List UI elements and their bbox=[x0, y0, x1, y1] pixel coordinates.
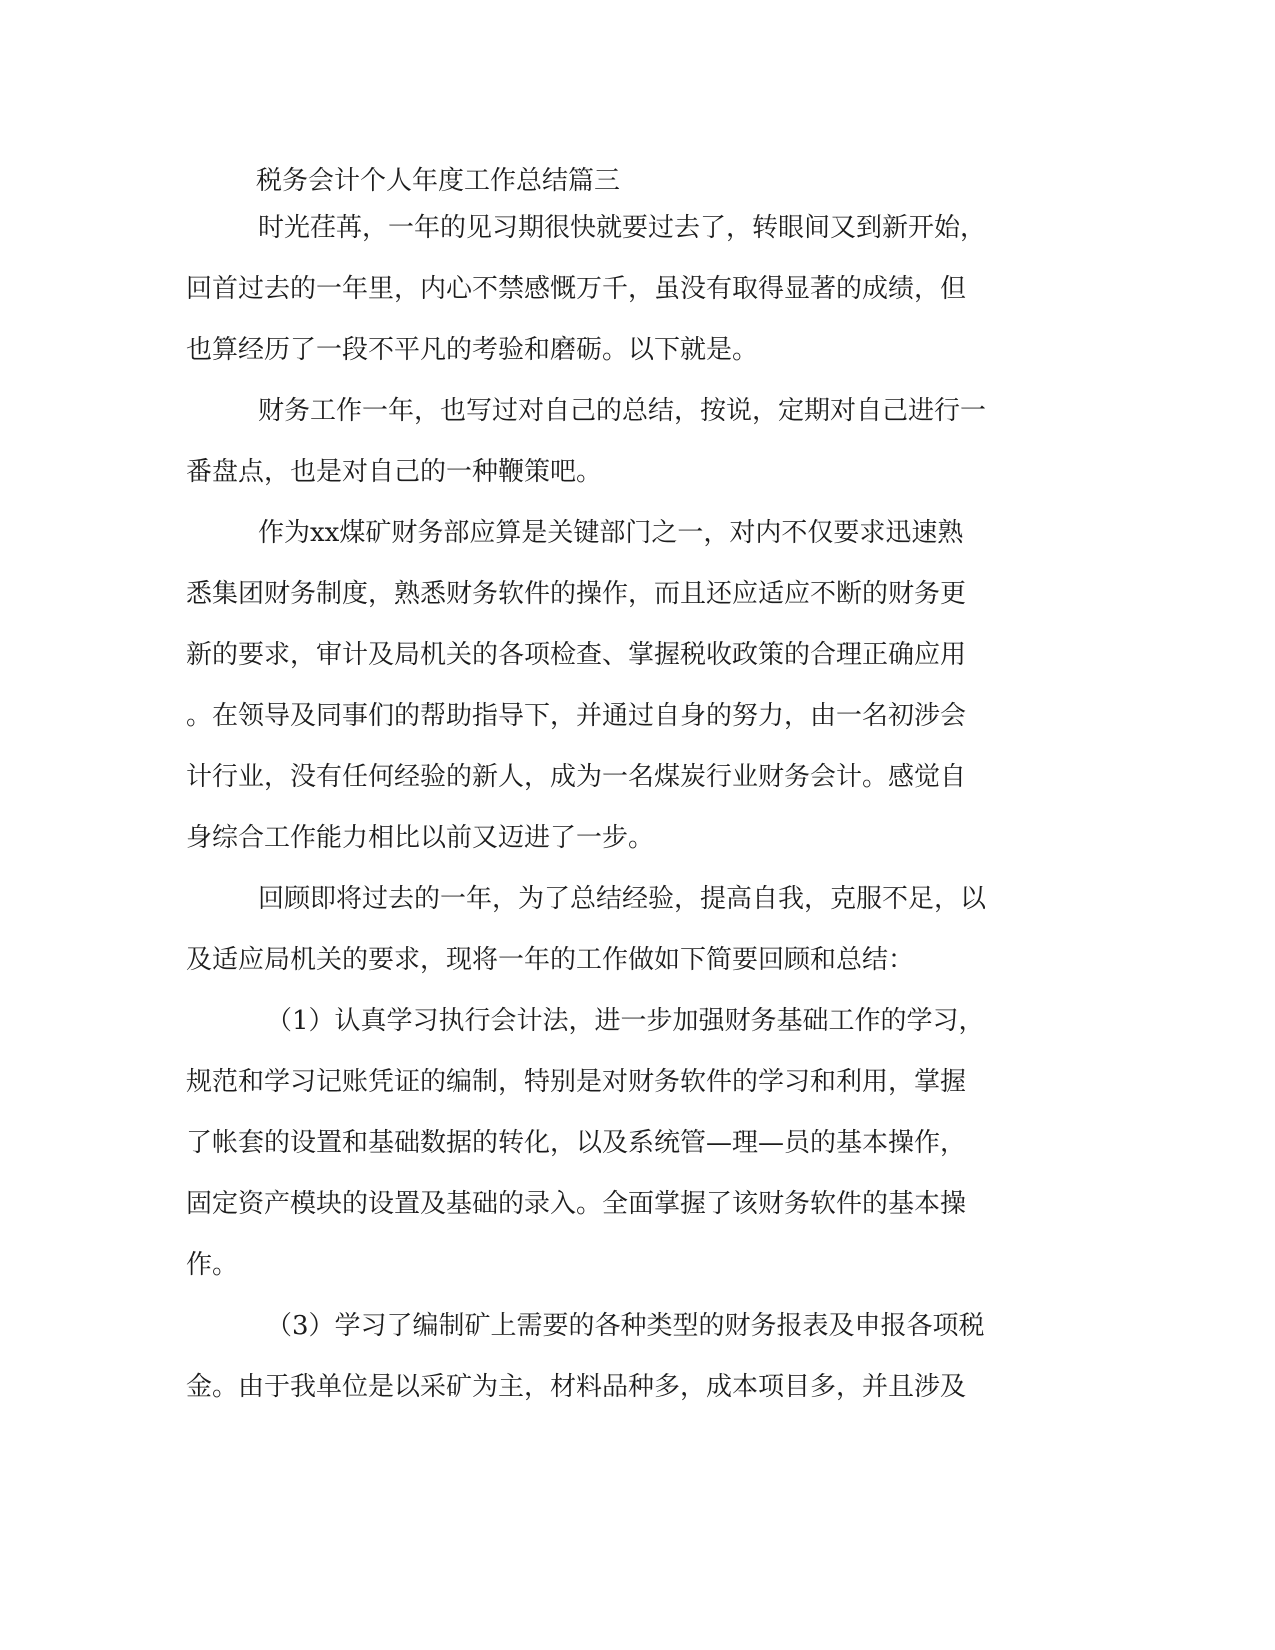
paragraph-line: 作。 bbox=[186, 1250, 239, 1280]
paragraph-line: （1）认真学习执行会计法，进一步加强财务基础工作的学习， bbox=[266, 1006, 985, 1036]
paragraph-6 bbox=[186, 1296, 1056, 1418]
paragraph-line: 回顾即将过去的一年，为了总结经验，提高自我，克服不足，以 bbox=[258, 884, 987, 914]
paragraph-2 bbox=[186, 381, 1056, 503]
document-body bbox=[186, 198, 1056, 1418]
paragraph-line: 金。由于我单位是以采矿为主，材料品种多，成本项目多，并且涉及 bbox=[186, 1372, 967, 1402]
paragraph-line: 身综合工作能力相比以前又迈进了一步。 bbox=[186, 823, 655, 853]
paragraph-line: 财务工作一年，也写过对自己的总结，按说，定期对自己进行一 bbox=[258, 396, 987, 426]
paragraph-line: 及适应局机关的要求，现将一年的工作做如下简要回顾和总结： bbox=[186, 945, 915, 975]
paragraph-4 bbox=[186, 869, 1056, 991]
paragraph-line: 作为xx煤矿财务部应算是关键部门之一，对内不仅要求迅速熟 bbox=[258, 518, 964, 548]
paragraph-line: 时光荏苒，一年的见习期很快就要过去了，转眼间又到新开始， bbox=[258, 213, 987, 243]
paragraph-5 bbox=[186, 991, 1056, 1296]
paragraph-line: 计行业，没有任何经验的新人，成为一名煤炭行业财务会计。感觉自 bbox=[186, 762, 967, 792]
paragraph-line: 回首过去的一年里，内心不禁感慨万千，虽没有取得显著的成绩，但 bbox=[186, 274, 967, 304]
paragraph-3 bbox=[186, 503, 1056, 869]
document-title: 税务会计个人年度工作总结篇三 bbox=[256, 166, 621, 196]
paragraph-1 bbox=[186, 198, 1056, 381]
paragraph-line: 新的要求，审计及局机关的各项检查、掌握税收政策的合理正确应用 bbox=[186, 640, 967, 670]
paragraph-line: 。在领导及同事们的帮助指导下，并通过自身的努力，由一名初涉会 bbox=[186, 701, 967, 731]
paragraph-line: 番盘点，也是对自己的一种鞭策吧。 bbox=[186, 457, 603, 487]
paragraph-line: （3）学习了编制矿上需要的各种类型的财务报表及申报各项税 bbox=[266, 1311, 985, 1341]
paragraph-line: 悉集团财务制度，熟悉财务软件的操作，而且还应适应不断的财务更 bbox=[186, 579, 967, 609]
paragraph-line: 固定资产模块的设置及基础的录入。全面掌握了该财务软件的基本操 bbox=[186, 1189, 967, 1219]
paragraph-line: 规范和学习记账凭证的编制，特别是对财务软件的学习和利用，掌握 bbox=[186, 1067, 967, 1097]
paragraph-line: 了帐套的设置和基础数据的转化，以及系统管—理—员的基本操作， bbox=[186, 1128, 967, 1158]
paragraph-line: 也算经历了一段不平凡的考验和磨砺。以下就是。 bbox=[186, 335, 759, 365]
